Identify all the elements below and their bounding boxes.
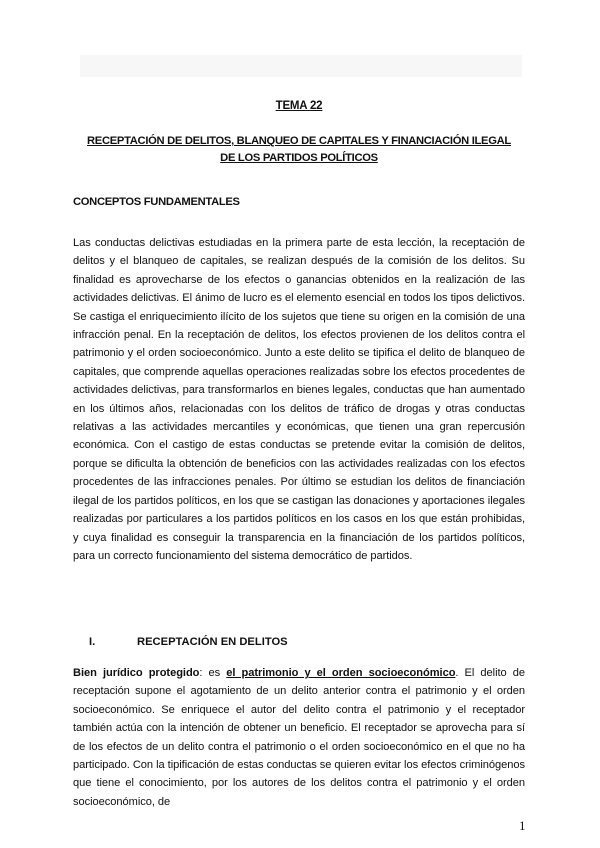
page-number: 1 [519, 818, 526, 833]
section-title: RECEPTACIÓN EN DELITOS [137, 636, 288, 648]
section-number: I. [89, 636, 96, 648]
tema-title: TEMA 22 [275, 100, 323, 112]
title-line-2: DE LOS PARTIDOS POLÍTICOS [220, 152, 378, 164]
section-heading [89, 636, 288, 648]
bien-juridico-value: el patrimonio y el orden socioeconómico [226, 667, 456, 679]
bien-juridico-label: Bien jurídico protegido [73, 667, 200, 679]
section-paragraph-text: . El delito de receptación supone el agotamiento de un delito anterior contra el patrimonio y el orden socioeconómico. Se enriquece el autor del delito contra el patrimonio y el receptador también actúa con la intención de obtener un beneficio. El receptador se aprovecha para sí de los efectos de un delito contra el patrimonio o el orden socioeconómico en el que no ha participado. Con la tipificación de estas conductas se quieren evitar los efectos criminógenos que tiene el conocimiento, por los autores de los delitos contra el patrimonio y el orden socioeconómico, de [73, 667, 525, 808]
title-line-1: RECEPTACIÓN DE DELITOS, BLANQUEO DE CAPITALES Y FINANCIACIÓN ILEGAL [87, 135, 511, 147]
bien-juridico-colon: : es [199, 667, 227, 679]
section-paragraph [73, 664, 525, 811]
header-band [80, 55, 522, 77]
document-title [73, 133, 525, 167]
intro-paragraph: Las conductas delictivas estudiadas en la primera parte de esta lección, la receptación de delitos y el blanqueo de capitales, se realizan después de la comisión de los delitos. Su finalidad es aprovecharse de los efectos o ganancias obtenidos en la realización de las actividades delictivas. El ánimo de lucro es el elemento esencial en todos los tipos delictivos. Se castiga el enriquecimiento ilícito de los sujetos que tiene su origen en la comisión de una infracción penal. En la receptación de delitos, los efectos provienen de los delitos contra el patrimonio y el orden socioeconómico. Junto a este delito se tipifica el delito de blanqueo de capitales, que comprende aquellas operaciones realizadas sobre los efectos procedentes de actividades delictivas, para transformarlos en bienes legales, conductas que han aumentado en los últimos años, relacionadas con los delitos de tráfico de drogas y otras conductas relativas a las actividades mercantiles y económicas, que tienen una gran repercusión económica. Con el castigo de estas conductas se pretende evitar la comisión de delitos, porque se dificulta la obtención de beneficios con las actividades realizadas con los efectos procedentes de las infracciones penales. Por último se estudian los delitos de financiación ilegal de los partidos políticos, en los que se castigan las donaciones y aportaciones ilegales realizadas por particulares a los partidos políticos en los casos en los que están prohibidas, y cuya finalidad es conseguir la transparencia en la financiación de los partidos políticos, para un correcto funcionamiento del sistema democrático de partidos. [73, 237, 525, 562]
concepts-heading: CONCEPTOS FUNDAMENTALES [73, 196, 240, 208]
